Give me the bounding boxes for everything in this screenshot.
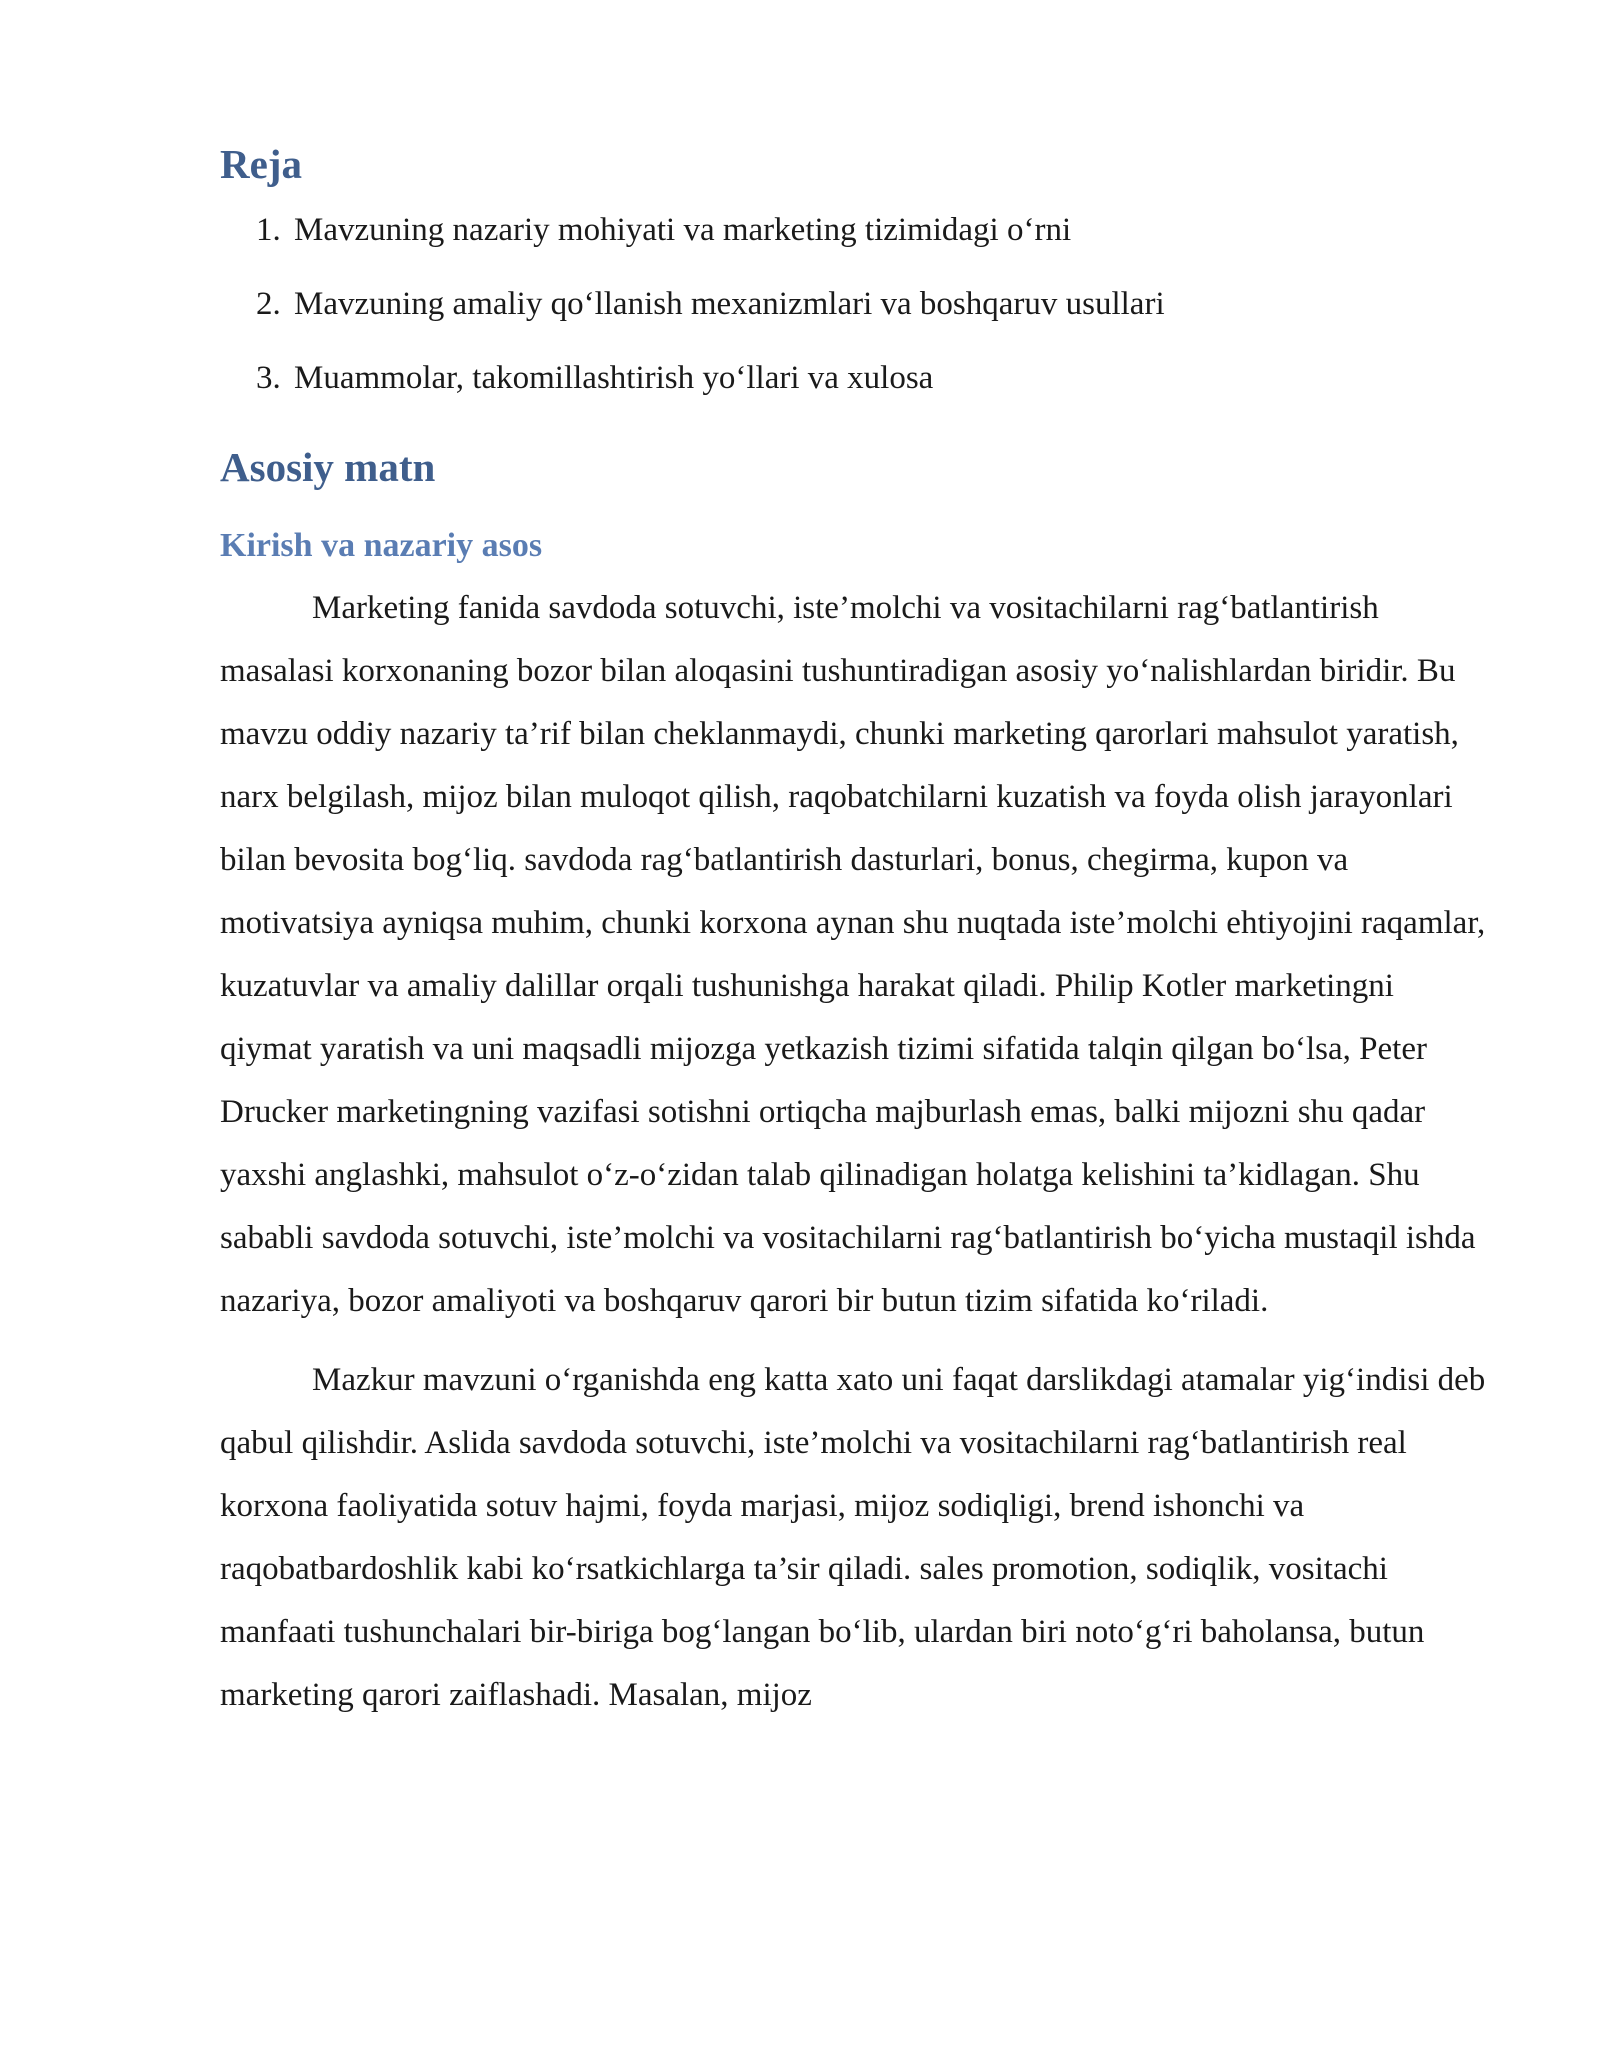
plan-item-text: Mavzuning nazariy mohiyati va marketing tizimidagi o‘rni (294, 212, 1072, 249)
plan-heading: Reja (220, 141, 302, 187)
plan-item-text: Mavzuning amaliy qo‘llanish mexanizmlari va boshqaruv usullari (294, 286, 1165, 323)
plan-item-number: 3. (256, 360, 281, 397)
body-paragraph: Mazkur mavzuni o‘rganishda eng katta xato uni faqat darslikdagi atamalar yig‘indisi deb qabul qilishdir. Aslida savdoda sotuvchi, iste’molchi va vositachilarni rag‘batlantirish real korxona faoliyatida sotuv hajmi, foyda marjasi, mijoz sodiqligi, brend ishonchi va raqobatbardoshlik kabi ko‘rsatkichlarga ta’sir qiladi. sales promotion, sodiqlik, vositachi manfaati tushunchalari bir-biriga bog‘langan bo‘lib, ulardan biri noto‘g‘ri baholansa, butun marketing qarori zaiflashadi. Masalan, mijoz (220, 1362, 1486, 1714)
plan-item-number: 2. (256, 286, 281, 323)
main-heading: Asosiy matn (220, 444, 436, 491)
plan-list (220, 209, 1490, 399)
subsection-heading: Kirish va nazariy asos (220, 527, 543, 565)
plan-item-number: 1. (256, 212, 281, 249)
plan-item (256, 357, 1490, 399)
body-paragraph: Marketing fanida savdoda sotuvchi, iste’molchi va vositachilarni rag‘batlantirish masalasi korxonaning bozor bilan aloqasini tushuntiradigan asosiy yo‘nalishlardan biridir. Bu mavzu oddiy nazariy ta’rif bilan cheklanmaydi, chunki marketing qarorlari mahsulot yaratish, narx belgilash, mijoz bilan muloqot qilish, raqobatchilarni kuzatish va foyda olish jarayonlari bilan bevosita bog‘liq. savdoda rag‘batlantirish dasturlari, bonus, chegirma, kupon va motivatsiya ayniqsa muhim, chunki korxona aynan shu nuqtada iste’molchi ehtiyojini raqamlar, kuzatuvlar va amaliy dalillar orqali tushunishga harakat qiladi. Philip Kotler marketingni qiymat yaratish va uni maqsadli mijozga yetkazish tizimi sifatida talqin qilgan bo‘lsa, Peter Drucker marketingning vazifasi sotishni ortiqcha majburlash emas, balki mijozni shu qadar yaxshi anglashki, mahsulot o‘z-o‘zidan talab qilinadigan holatga kelishini ta’kidlagan. Shu sababli savdoda sotuvchi, iste’molchi va vositachilarni rag‘batlantirish bo‘yicha mustaqil ishda nazariya, bozor amaliyoti va boshqaruv qarori bir butun tizim sifatida ko‘riladi. (220, 590, 1486, 1320)
plan-item-text: Muammolar, takomillashtirish yo‘llari va xulosa (294, 360, 934, 397)
document-page (220, 140, 1490, 1727)
plan-item (256, 209, 1490, 251)
plan-item (256, 283, 1490, 325)
